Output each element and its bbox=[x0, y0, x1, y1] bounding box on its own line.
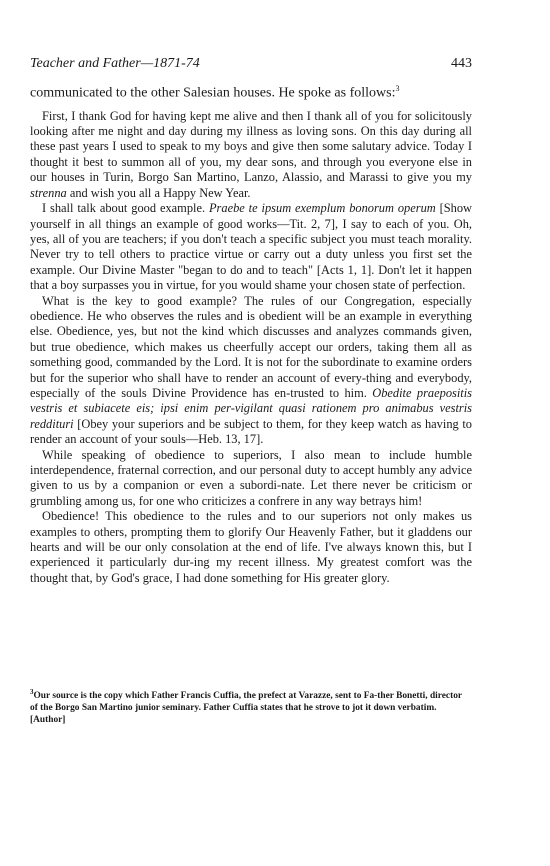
paragraph-thanks bbox=[30, 109, 472, 201]
footnote bbox=[30, 687, 472, 727]
paragraph-good-example bbox=[30, 201, 472, 293]
paragraph-text: and wish you all a Happy New Year. bbox=[66, 185, 251, 200]
paragraph-obedience-consolation: Obedience! This obedience to the rules and to our superiors not only makes us examples to others, prompting them to glorify Our Heavenly Father, but it gladdens our hearts and will be our only consolation at the end of life. I've always known this, but I experienced it particularly dur-ing my recent illness. My greatest comfort was the thought that, by God's grace, I had done something for His greater glory. bbox=[30, 509, 472, 585]
footnote-ref: 3 bbox=[395, 84, 400, 93]
paragraph-text: [Show yourself in all things an example of good works—Tit. 2, 7], I say to each of you. Oh, yes, all of you are teachers; if you don't teach a specific subject you must teach morality. Never try to tell others to practice virtue or carry out a duty unless you first set the example. Our Divine Master "began to do and to teach" [Acts 1, 1]. Don't let it happen that a boy surpasses you in virtue, for you would shame your chosen state of perfection. bbox=[30, 201, 472, 293]
footnote-marker: 3 bbox=[30, 688, 34, 696]
running-title: Teacher and Father—1871-74 bbox=[30, 56, 200, 71]
paragraph-text: What is the key to good example? The rules of our Congregation, especially obedience. He who observes the rules and is obedient will be an example in everything else. Obedience, yes, but not the kind which discusses and analyzes commands given, but true obedience, which makes us cheerfully accept our orders, taking them all as something good, commanded by the Lord. It is not for the subordinate to examine orders but for the superior who shall have to render an account of every-thing and everybody, especially of the souls Divine Providence has en-trusted to him. bbox=[30, 293, 472, 400]
paragraph-obedience-superiors: While speaking of obedience to superiors, I also mean to include humble interdependence, fraternal correction, and our personal duty to accept humbly any advice given to us by a companion or even a subordi-nate. Let there never be criticism or grumbling among us, for one who criticizes a confrere in any way betrays him! bbox=[30, 447, 472, 508]
latin-quote: Obedite praepositis vestris et subiacete eis; ipsi enim per-vigilant quasi rationem pro animabus vestris reddituri bbox=[30, 385, 472, 431]
body-text bbox=[30, 80, 472, 586]
lead-line bbox=[30, 80, 472, 103]
paragraph-text: [Obey your superiors and be subject to them, for they keep watch as having to render an account of your souls—Heb. 13, 17]. bbox=[30, 416, 472, 447]
paragraph-text: I shall talk about good example. bbox=[42, 201, 209, 216]
lead-line-text: communicated to the other Salesian houses. He spoke as follows: bbox=[30, 85, 396, 101]
footnote-text: Our source is the copy which Father Francis Cuffia, the prefect at Varazze, sent to Fa-ther Bonetti, director of the Borgo San Martino junior seminary. Father Cuffia states that he strove to jot it down verbatim. [Author] bbox=[30, 691, 462, 725]
latin-quote: Praebe te ipsum exemplum bonorum operum bbox=[208, 201, 436, 216]
page-number: 443 bbox=[451, 56, 472, 71]
running-head bbox=[30, 55, 472, 73]
paragraph-text: First, I thank God for having kept me alive and then I thank all of you for solicitously looking after me night and day during my illness as loving sons. On this day during all these past years I used to speak to my boys and give then some salutary advice. Today I thought it best to summon all of you, my dear sons, and through you everyone else in our houses in Turin, Borgo San Martino, Lanzo, Alassio, and Marassi to give you my bbox=[30, 108, 472, 185]
strenna-term: strenna bbox=[30, 185, 67, 200]
paragraph-obedience-key bbox=[30, 294, 472, 448]
